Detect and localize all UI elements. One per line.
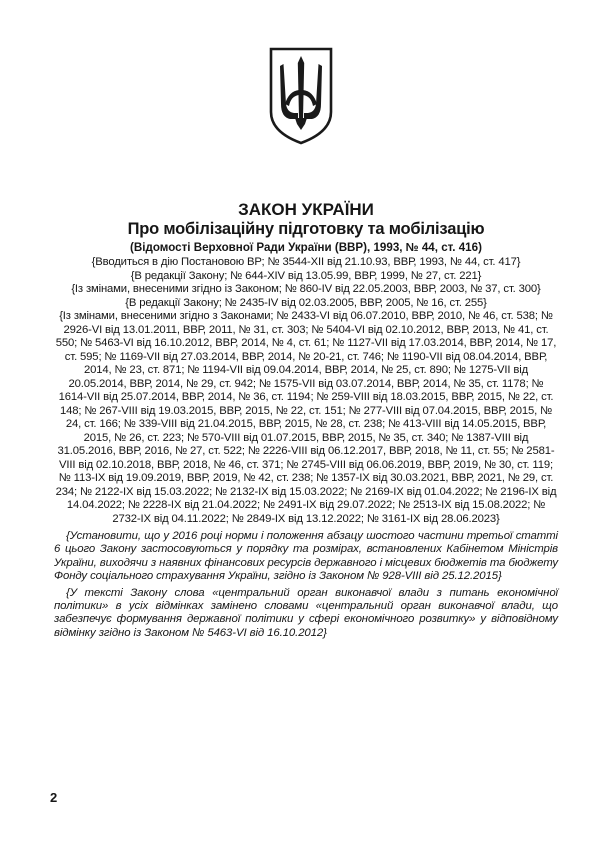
document-body bbox=[54, 200, 558, 643]
law-subtitle: Про мобілізаційну підготовку та мобілізацію bbox=[127, 220, 485, 238]
tryzub-coat-of-arms-icon bbox=[268, 46, 334, 146]
editorial-note: {Установити, що у 2016 році норми і положення абзацу шостого частини третьої статті 6 цього Закону застосовуються у порядку та розмірах, встановлених Кабінетом Міністрів України, виходячи з наявних фінансових ресурсів державного і місцевих бюджетів та бюджету Фонду соціального страхування України, згідно із Законом № 928-VIII від 25.12.2015} bbox=[54, 530, 558, 583]
coat-of-arms bbox=[268, 46, 334, 146]
amendment-list: {Із змінами, внесеними згідно з Законами; № 2433-VI від 06.07.2010, ВВР, 2010, № 46, ст. 538; № 2926-VI від 13.01.2011, ВВР, 2011, № 31, ст. 303; № 5404-VI від 02.10.2012, ВВР, 2013, № 41, ст. 550; № 5463-VI від 16.10.2012, ВВР, 2014, № 4, ст. 61; № 1127-VII від 17.03.2014, ВВР, 2014, № 17, ст. 595; № 1169-VII від 27.03.2014, ВВР, 2014, № 20-21, ст. 746; № 1190-VII від 08.04.2014, ВВР, 2014, № 23, ст. 871; № 1194-VII від 09.04.2014, ВВР, 2014, № 25, ст. 890; № 1275-VII від 20.05.2014, ВВР, 2014, № 29, ст. 942; № 1575-VII від 03.07.2014, ВВР, 2014, № 35, ст. 1178; № 1614-VII від 25.07.2014, ВВР, 2014, № 36, ст. 1194; № 259-VIII від 18.03.2015, ВВР, 2015, № 22, ст. 148; № 267-VIII від 19.03.2015, ВВР, 2015, № 22, ст. 151; № 277-VIII від 07.04.2015, ВВР, 2015, № 24, ст. 166; № 339-VIII від 21.04.2015, ВВР, 2015, № 28, ст. 238; № 413-VIII від 14.05.2015, ВВР, 2015, № 26, ст. 223; № 570-VIII від 01.07.2015, ВВР, 2015, № 35, ст. 340; № 1387-VIII від 31.05.2016, ВВР, 2016, № 27, ст. 522; № 2226-VIII від 06.12.2017, ВВР, 2018, № 11, ст. 55; № 2581-VIII від 02.10.2018, ВВР, 2018, № 46, ст. 371; № 2745-VIII від 06.06.2019, ВВР, 2019, № 30, ст. 119; № 113-IX від 19.09.2019, ВВР, 2019, № 42, ст. 238; № 1357-IX від 30.03.2021, ВВР, 2021, № 29, ст. 234; № 2122-IX від 15.03.2022; № 2132-IX від 15.03.2022; № 2169-IX від 01.04.2022; № 2196-IX від 14.04.2022; № 2228-IX від 21.04.2022; № 2491-IX від 29.07.2022; № 2513-IX від 15.08.2022; № 2732-IX від 04.11.2022; № 2849-IX від 13.12.2022; № 3161-IX від 28.06.2023} bbox=[55, 310, 557, 525]
amendment-entry: {В редакції Закону; № 644-XIV від 13.05.99, ВВР, 1999, № 27, ст. 221} bbox=[130, 269, 482, 282]
editorial-note: {У тексті Закону слова «центральний орган виконавчої влади з питань економічної політики» в усіх відмінках замінено словами «центральний орган виконавчої влади, що забезпечує формування державної політики у сфері економічного розвитку» у відповідному відмінку згідно із Законом № 5463-VI від 16.10.2012} bbox=[54, 586, 558, 639]
editorial-notes bbox=[54, 530, 558, 640]
amendment-entry: {Із змінами, внесеними згідно із Законом; № 860-IV від 22.05.2003, ВВР, 2003, № 37, ст. 300} bbox=[71, 283, 541, 295]
publication-source: (Відомості Верховної Ради України (ВВР), 1993, № 44, ст. 416) bbox=[130, 241, 482, 254]
law-title: ЗАКОН УКРАЇНИ bbox=[238, 200, 374, 219]
page-number: 2 bbox=[50, 790, 58, 805]
amendment-entry: {В редакції Закону; № 2435-IV від 02.03.2005, ВВР, 2005, № 16, ст. 255} bbox=[125, 296, 487, 309]
amendment-entry: {Вводиться в дію Постановою ВР; № 3544-ХІІ від 21.10.93, ВВР, 1993, № 44, ст. 417} bbox=[91, 256, 521, 268]
